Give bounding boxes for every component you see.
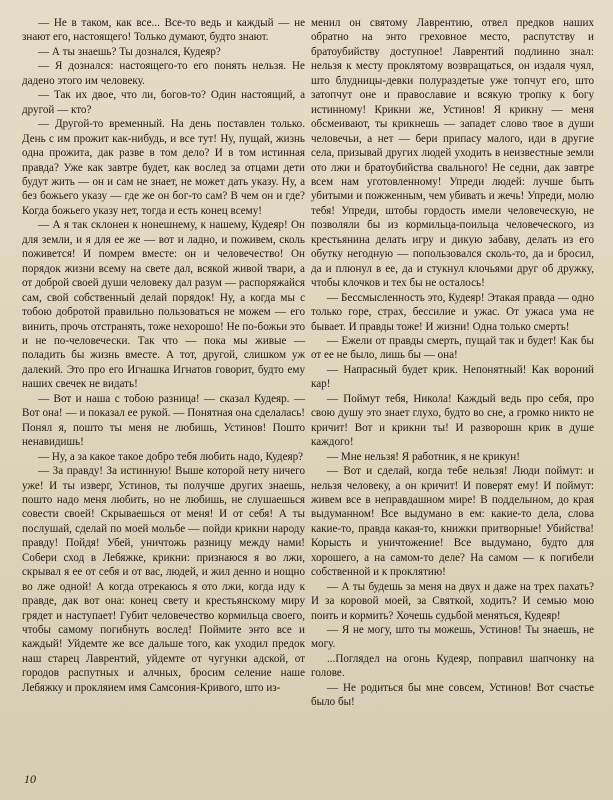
paragraph: — Я дознался: настоящего-то его понять нельзя. Не дадено этого им человеку. bbox=[22, 60, 305, 87]
paragraph: — За правду! За истинную! Выше которой нету ничего уже! И ты изверг, Устинов, ты получше других знаешь, пошто надо меня любить, но не любишь, не слушаешься совести своей! Скрываешься от меня! И от себя! А ты послушай, сделай по моей мольбе — пойди крикни народу правду! Пойдя! Убей, уничтожь разницу между нами! Собери сход в Лебяжке, крикни: признаюся я во лжи, скрывал я ее от себя и от вас, людей, и жил денно и нощно во лже одной! А когда отрекаюсь я ото лжи, когда иду к правде, дак вот она: конец свету и крестьянскому миру грядет и наступает! Губит человечество кормильца своего, чтобы самому погибнуть вослед! Поймите энто все и каждый! Уйдемте же все дальше того, как уходил предок наш старец Лаврентий, уйдемте от чугунки адской, от городов распутных и алчных, бросим селение наше Лебяжку и прокляием имя Самсония-Кривого, што из- bbox=[22, 465, 305, 694]
paragraph: — Не в таком, как все... Все-то ведь и каждый — не знают его, настоящего! Только думают, будто знают. bbox=[22, 17, 305, 44]
paragraph: — Мне нельзя! Я работник, я не крикун! bbox=[327, 450, 520, 463]
paragraph: — Поймут тебя, Никола! Каждый ведь про себя, про свою душу это знает глухо, будто во сне, а громко никто не кричит! Вот и крикни ты! И разворошн крик в душе каждого! bbox=[311, 392, 594, 449]
page-number: 10 bbox=[24, 772, 36, 786]
paragraph-continued: менил он святому Лаврентию, отвел предков наших обратно на энто греховное место, распутству и братоубийству доступное! Лаврентий подлинно знал: нельзя к месту проклятому возвращаться, он издаля чуял, што блудницы-девки полураздетые уже топчут его, што затопчут оне и православие и всякую тропку к богу истинному! Крикни же, Устинов! Я крикну — меня обсмеивают, ты крикнешь — западет слово твое в души человечьи, а нет — бери припасу малого, иди в другие села, призывай других людей уходить в неизвестные земли ото лжи и братоубийства свального! Не седни, дак завтре всем нам уготовленному! Упреди людей: лучше быть убитыми и пожженным, чем убивать и жечь! Упреди, молю тебя! Упреди, штобы гордость имели человеческую, не позволяли бы из кормильца-поильца человеческого, из крестьянина делать игру и дикую забаву, делать из его обутку негодную — попользовался сколь-то, да и бросил, да и плюнул в ее, да и стукнул клочьями друг об дружку, чтобы клочков и тех бы не осталось! bbox=[311, 17, 594, 290]
paragraph: ...Поглядел на огонь Кудеяр, поправил шапчонку на голове. bbox=[311, 652, 594, 680]
paragraph: — Напрасный будет крик. Непонятный! Как вороний кар! bbox=[311, 363, 594, 391]
paragraph: — Не родиться бы мне совсем, Устинов! Вот счастье было бы! bbox=[311, 681, 594, 709]
paragraph: — Так их двое, что ли, богов-то? Один настоящий, а другой — кто? bbox=[22, 89, 305, 116]
paragraph: — Бессмысленность это, Кудеяр! Этакая правда — одно только горе, страх, бессилие и ужас. От ужаса ума не бывает. И правды тоже! И жизни! Одна только смерть! bbox=[311, 291, 594, 333]
paragraph: — Я не могу, што ты можешь, Устинов! Ты знаешь, не могу. bbox=[311, 624, 594, 651]
paragraph: — А я так склонен к нонешнему, к нашему, Кудеяр! Он для земли, и я для ее же — вот и ладно, и поживем, сколь поживется! И помрем вместе: он и человечество! Он порядок жизни всему на свете дал, всякой живой твари, а от доброй своей души человеку дал разум — распоряжайся сам, свой собственный делай порядок! Ну, а когда мы с тобою добротой правильно пользоваться не можем — его винить, прочь отстранять, тоже нехорошо! Не по-божьи это и не по-человечески. Так что — пока мы живые — поладить бы жизнь вместе. А тот, другой, слишком уж далекий. Это про его Игнашка Игнатов говорит, будто ему наших свечек не видать! bbox=[22, 219, 305, 391]
left-column bbox=[22, 16, 305, 695]
paragraph: — Вот и сделай, когда тебе нельзя! Люди поймут: и нельзя человеку, а он кричит! И поверят ему! И поймут: живем все в неправдашном мире! В подделыном, до края выдуманном! Все выдумано в ем: какие-то дела, слова какие-то, правда какая-то, книжки притворные! Убийства! Корысть и уничтожение! Все выдумано, будто для хорошего, а на самом-то деле? На самом — к погибели собственной и к проклятию! bbox=[311, 465, 594, 579]
paragraph: — Ежели от правды смерть, пущай так и будет! Как бы от ее не было, лишь бы — она! bbox=[311, 334, 594, 362]
paragraph: — Ну, а за какое такое добро тебя любить надо, Кудеяр? bbox=[38, 450, 304, 463]
paragraph: — А ты будешь за меня на двух и даже на трех пахать? И за коровой моей, за Святкой, ходить? И семью мою поить и кормить? Хочешь судьбой меняться, Кудеяр! bbox=[311, 580, 594, 622]
paragraph: — А ты знаешь? Ты дознался, Кудеяр? bbox=[38, 45, 221, 58]
paragraph: — Вот и наша с тобою разница! — сказал Кудеяр. — Вот она! — и показал ее рукой. — Понятная она сделалась! Понял я, пошто ты меня не любишь, Устинов! Пошто ненавидишь! bbox=[22, 392, 305, 449]
right-column bbox=[311, 16, 594, 710]
paragraph: — Другой-то временный. На день поставлен только. День с им прожит как-нибудь, и все тут! Ну, пущай, жизнь одна прожита, дак разве в том дело? И в том истинная правда? Уже как завтре будет, как вослед за отцами дети будут жить — он и сам не знает, не может дать указу. Ну, а без божьего указу — где же он бог-то сам? В чем он и где? Когда божьего указу нет, тогда и есть конец всему! bbox=[22, 118, 305, 217]
